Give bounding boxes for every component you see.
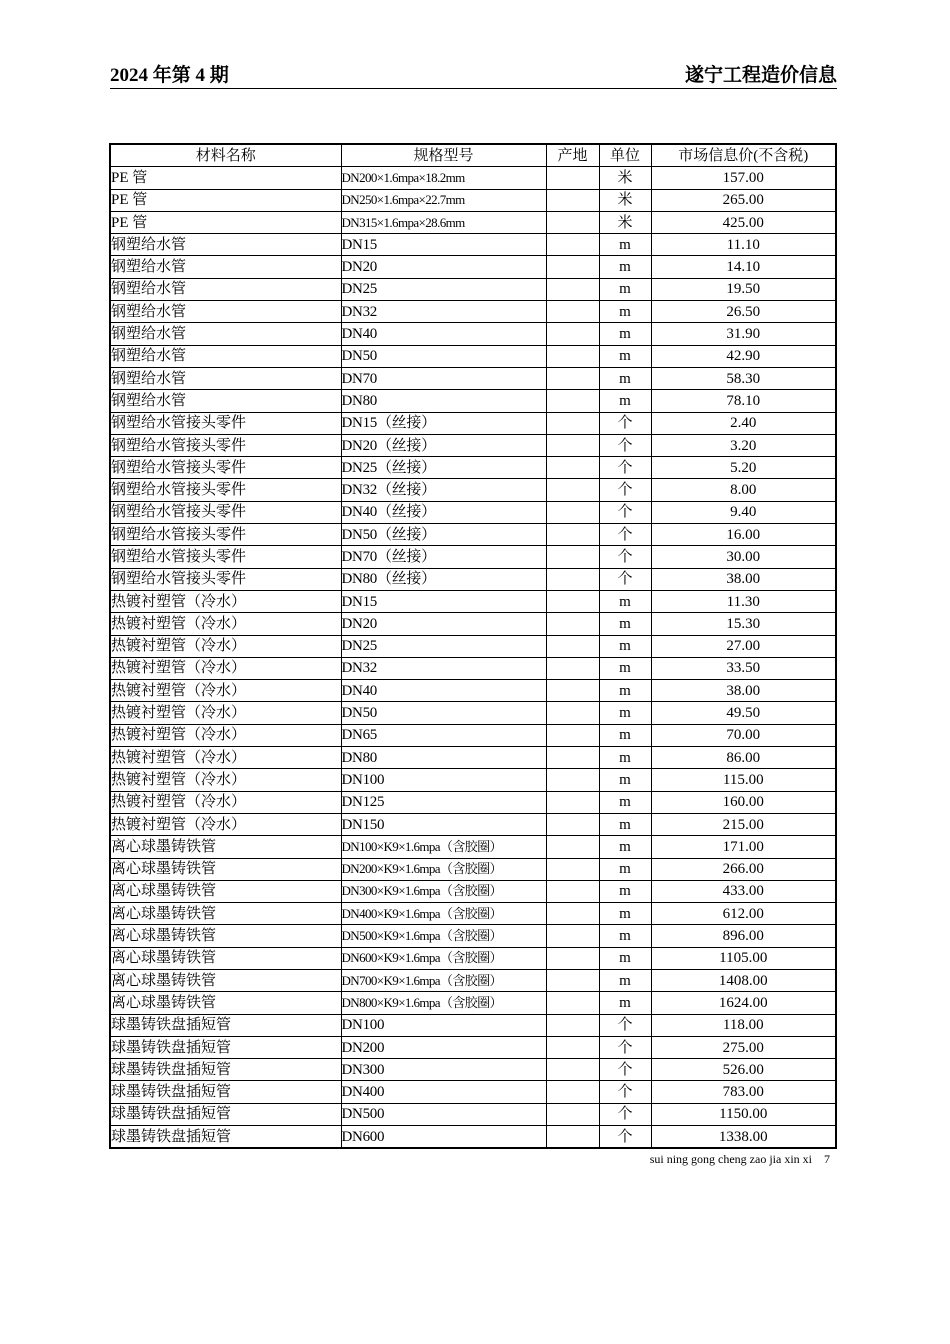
cell-name: 球墨铸铁盘插短管 — [110, 1014, 341, 1036]
table-row — [110, 457, 836, 479]
cell-unit: m — [599, 925, 651, 947]
cell-unit: 个 — [599, 457, 651, 479]
cell-unit: m — [599, 724, 651, 746]
cell-unit: m — [599, 301, 651, 323]
cell-name: 球墨铸铁盘插短管 — [110, 1126, 341, 1149]
cell-origin — [546, 189, 599, 211]
cell-name: 钢塑给水管接头零件 — [110, 501, 341, 523]
table-row — [110, 613, 836, 635]
table-row — [110, 813, 836, 835]
cell-spec: DN20 — [341, 613, 546, 635]
cell-price: 1105.00 — [651, 947, 836, 969]
cell-name: 钢塑给水管 — [110, 323, 341, 345]
cell-unit: 米 — [599, 189, 651, 211]
cell-spec: DN600×K9×1.6mpa（含胶圈） — [341, 947, 546, 969]
cell-spec: DN200×1.6mpa×18.2mm — [341, 167, 546, 189]
cell-price: 70.00 — [651, 724, 836, 746]
cell-origin — [546, 880, 599, 902]
cell-origin — [546, 278, 599, 300]
cell-unit: m — [599, 747, 651, 769]
cell-spec: DN65 — [341, 724, 546, 746]
cell-origin — [546, 590, 599, 612]
table-row — [110, 1126, 836, 1149]
cell-unit: m — [599, 858, 651, 880]
cell-origin — [546, 211, 599, 233]
cell-name: 离心球墨铸铁管 — [110, 969, 341, 991]
cell-price: 8.00 — [651, 479, 836, 501]
cell-origin — [546, 858, 599, 880]
cell-name: 钢塑给水管 — [110, 367, 341, 389]
cell-price: 31.90 — [651, 323, 836, 345]
cell-unit: 个 — [599, 434, 651, 456]
cell-spec: DN500×K9×1.6mpa（含胶圈） — [341, 925, 546, 947]
cell-name: 钢塑给水管 — [110, 390, 341, 412]
cell-price: 58.30 — [651, 367, 836, 389]
cell-name: 离心球墨铸铁管 — [110, 903, 341, 925]
table-row — [110, 434, 836, 456]
cell-spec: DN40 — [341, 323, 546, 345]
cell-name: PE 管 — [110, 211, 341, 233]
cell-price: 612.00 — [651, 903, 836, 925]
cell-price: 49.50 — [651, 702, 836, 724]
cell-price: 265.00 — [651, 189, 836, 211]
issue-label: 2024 年第 4 期 — [110, 65, 229, 86]
cell-name: 钢塑给水管接头零件 — [110, 568, 341, 590]
cell-spec: DN70（丝接） — [341, 546, 546, 568]
cell-spec: DN50（丝接） — [341, 524, 546, 546]
cell-unit: m — [599, 657, 651, 679]
cell-price: 1624.00 — [651, 992, 836, 1014]
cell-spec: DN600 — [341, 1126, 546, 1149]
cell-name: 热镀衬塑管（冷水） — [110, 657, 341, 679]
cell-spec: DN80 — [341, 747, 546, 769]
cell-unit: m — [599, 791, 651, 813]
cell-origin — [546, 903, 599, 925]
cell-name: 热镀衬塑管（冷水） — [110, 590, 341, 612]
cell-price: 19.50 — [651, 278, 836, 300]
cell-name: 热镀衬塑管（冷水） — [110, 791, 341, 813]
cell-spec: DN150 — [341, 813, 546, 835]
cell-spec: DN250×1.6mpa×22.7mm — [341, 189, 546, 211]
cell-spec: DN25 — [341, 278, 546, 300]
cell-unit: m — [599, 969, 651, 991]
cell-price: 14.10 — [651, 256, 836, 278]
cell-price: 2.40 — [651, 412, 836, 434]
cell-unit: m — [599, 947, 651, 969]
cell-price: 38.00 — [651, 680, 836, 702]
cell-price: 3.20 — [651, 434, 836, 456]
cell-name: 球墨铸铁盘插短管 — [110, 1036, 341, 1058]
cell-unit: 个 — [599, 524, 651, 546]
table-row — [110, 992, 836, 1014]
cell-spec: DN700×K9×1.6mpa（含胶圈） — [341, 969, 546, 991]
cell-price: 16.00 — [651, 524, 836, 546]
cell-origin — [546, 1126, 599, 1149]
cell-price: 42.90 — [651, 345, 836, 367]
column-header-price: 市场信息价(不含税) — [651, 144, 836, 167]
cell-origin — [546, 813, 599, 835]
cell-price: 26.50 — [651, 301, 836, 323]
cell-origin — [546, 1036, 599, 1058]
cell-price: 1150.00 — [651, 1103, 836, 1125]
cell-unit: 个 — [599, 479, 651, 501]
table-row — [110, 278, 836, 300]
cell-origin — [546, 1081, 599, 1103]
cell-spec: DN25 — [341, 635, 546, 657]
cell-spec: DN50 — [341, 702, 546, 724]
table-row — [110, 880, 836, 902]
cell-spec: DN300×K9×1.6mpa（含胶圈） — [341, 880, 546, 902]
cell-unit: 个 — [599, 1081, 651, 1103]
table-row — [110, 858, 836, 880]
cell-name: 球墨铸铁盘插短管 — [110, 1081, 341, 1103]
cell-origin — [546, 524, 599, 546]
cell-price: 78.10 — [651, 390, 836, 412]
cell-unit: m — [599, 813, 651, 835]
cell-origin — [546, 390, 599, 412]
cell-name: 热镀衬塑管（冷水） — [110, 680, 341, 702]
table-header-row — [110, 144, 836, 167]
cell-unit: m — [599, 278, 651, 300]
cell-spec: DN32 — [341, 657, 546, 679]
cell-origin — [546, 323, 599, 345]
table-row — [110, 657, 836, 679]
table-row — [110, 1081, 836, 1103]
cell-unit: m — [599, 323, 651, 345]
cell-spec: DN800×K9×1.6mpa（含胶圈） — [341, 992, 546, 1014]
cell-price: 115.00 — [651, 769, 836, 791]
cell-name: 热镀衬塑管（冷水） — [110, 769, 341, 791]
cell-price: 27.00 — [651, 635, 836, 657]
cell-price: 1408.00 — [651, 969, 836, 991]
cell-name: 热镀衬塑管（冷水） — [110, 813, 341, 835]
table-row — [110, 1014, 836, 1036]
table-row — [110, 189, 836, 211]
cell-unit: m — [599, 590, 651, 612]
cell-spec: DN70 — [341, 367, 546, 389]
cell-unit: 个 — [599, 568, 651, 590]
cell-origin — [546, 947, 599, 969]
table-row — [110, 969, 836, 991]
cell-origin — [546, 568, 599, 590]
table-row — [110, 903, 836, 925]
table-row — [110, 390, 836, 412]
cell-spec: DN125 — [341, 791, 546, 813]
table-row — [110, 501, 836, 523]
cell-price: 783.00 — [651, 1081, 836, 1103]
table-row — [110, 323, 836, 345]
cell-price: 38.00 — [651, 568, 836, 590]
column-header-spec: 规格型号 — [341, 144, 546, 167]
cell-spec: DN300 — [341, 1059, 546, 1081]
cell-spec: DN15（丝接） — [341, 412, 546, 434]
cell-origin — [546, 546, 599, 568]
cell-price: 11.30 — [651, 590, 836, 612]
cell-unit: m — [599, 680, 651, 702]
cell-price: 5.20 — [651, 457, 836, 479]
table-row — [110, 167, 836, 189]
cell-unit: m — [599, 234, 651, 256]
column-header-origin: 产地 — [546, 144, 599, 167]
cell-spec: DN100 — [341, 1014, 546, 1036]
cell-spec: DN100×K9×1.6mpa（含胶圈） — [341, 836, 546, 858]
table-row — [110, 724, 836, 746]
cell-spec: DN400 — [341, 1081, 546, 1103]
cell-price: 9.40 — [651, 501, 836, 523]
table-row — [110, 702, 836, 724]
cell-origin — [546, 635, 599, 657]
cell-origin — [546, 836, 599, 858]
column-header-unit: 单位 — [599, 144, 651, 167]
cell-name: 热镀衬塑管（冷水） — [110, 724, 341, 746]
table-row — [110, 234, 836, 256]
cell-unit: 个 — [599, 501, 651, 523]
cell-spec: DN32 — [341, 301, 546, 323]
table-row — [110, 479, 836, 501]
cell-price: 15.30 — [651, 613, 836, 635]
table-row — [110, 546, 836, 568]
cell-name: 钢塑给水管 — [110, 234, 341, 256]
cell-name: 热镀衬塑管（冷水） — [110, 702, 341, 724]
cell-unit: m — [599, 635, 651, 657]
cell-name: 钢塑给水管接头零件 — [110, 546, 341, 568]
cell-price: 33.50 — [651, 657, 836, 679]
cell-price: 433.00 — [651, 880, 836, 902]
cell-spec: DN500 — [341, 1103, 546, 1125]
cell-origin — [546, 234, 599, 256]
table-row — [110, 1059, 836, 1081]
table-row — [110, 635, 836, 657]
cell-unit: 个 — [599, 1103, 651, 1125]
cell-unit: 个 — [599, 1126, 651, 1149]
cell-price: 1338.00 — [651, 1126, 836, 1149]
cell-unit: 米 — [599, 167, 651, 189]
cell-origin — [546, 1103, 599, 1125]
cell-name: PE 管 — [110, 167, 341, 189]
cell-name: 离心球墨铸铁管 — [110, 925, 341, 947]
page-number: 7 — [824, 1152, 830, 1166]
table-row — [110, 524, 836, 546]
table-row — [110, 568, 836, 590]
cell-name: 热镀衬塑管（冷水） — [110, 613, 341, 635]
cell-name: 离心球墨铸铁管 — [110, 992, 341, 1014]
cell-price: 157.00 — [651, 167, 836, 189]
table-row — [110, 747, 836, 769]
cell-name: 球墨铸铁盘插短管 — [110, 1103, 341, 1125]
cell-unit: m — [599, 390, 651, 412]
cell-name: 离心球墨铸铁管 — [110, 858, 341, 880]
cell-unit: m — [599, 367, 651, 389]
cell-spec: DN80（丝接） — [341, 568, 546, 590]
cell-unit: 个 — [599, 412, 651, 434]
cell-spec: DN20 — [341, 256, 546, 278]
cell-price: 425.00 — [651, 211, 836, 233]
page-footer — [650, 1152, 830, 1167]
cell-name: 热镀衬塑管（冷水） — [110, 635, 341, 657]
cell-origin — [546, 367, 599, 389]
table-row — [110, 769, 836, 791]
cell-name: 离心球墨铸铁管 — [110, 836, 341, 858]
cell-spec: DN40（丝接） — [341, 501, 546, 523]
cell-spec: DN100 — [341, 769, 546, 791]
cell-unit: 个 — [599, 1059, 651, 1081]
cell-name: 钢塑给水管 — [110, 345, 341, 367]
cell-origin — [546, 992, 599, 1014]
cell-origin — [546, 301, 599, 323]
cell-origin — [546, 769, 599, 791]
table-body — [110, 167, 836, 1149]
cell-unit: m — [599, 880, 651, 902]
cell-spec: DN315×1.6mpa×28.6mm — [341, 211, 546, 233]
cell-name: 球墨铸铁盘插短管 — [110, 1059, 341, 1081]
cell-price: 86.00 — [651, 747, 836, 769]
cell-unit: m — [599, 345, 651, 367]
table-row — [110, 256, 836, 278]
cell-spec: DN25（丝接） — [341, 457, 546, 479]
table-row — [110, 211, 836, 233]
cell-name: 钢塑给水管接头零件 — [110, 524, 341, 546]
cell-origin — [546, 434, 599, 456]
cell-origin — [546, 256, 599, 278]
cell-origin — [546, 747, 599, 769]
cell-name: 钢塑给水管接头零件 — [110, 412, 341, 434]
cell-price: 30.00 — [651, 546, 836, 568]
cell-name: 钢塑给水管 — [110, 256, 341, 278]
table-row — [110, 345, 836, 367]
price-table — [109, 143, 837, 1149]
cell-spec: DN400×K9×1.6mpa（含胶圈） — [341, 903, 546, 925]
cell-price: 275.00 — [651, 1036, 836, 1058]
table-row — [110, 301, 836, 323]
cell-origin — [546, 412, 599, 434]
cell-spec: DN80 — [341, 390, 546, 412]
cell-name: 离心球墨铸铁管 — [110, 880, 341, 902]
cell-price: 896.00 — [651, 925, 836, 947]
cell-unit: m — [599, 256, 651, 278]
cell-price: 118.00 — [651, 1014, 836, 1036]
table-row — [110, 925, 836, 947]
cell-origin — [546, 457, 599, 479]
cell-origin — [546, 1014, 599, 1036]
cell-unit: m — [599, 702, 651, 724]
cell-spec: DN15 — [341, 234, 546, 256]
table-row — [110, 680, 836, 702]
cell-origin — [546, 613, 599, 635]
column-header-name: 材料名称 — [110, 144, 341, 167]
cell-price: 266.00 — [651, 858, 836, 880]
table-row — [110, 367, 836, 389]
cell-unit: m — [599, 769, 651, 791]
cell-name: 钢塑给水管 — [110, 278, 341, 300]
cell-name: 钢塑给水管接头零件 — [110, 434, 341, 456]
cell-unit: m — [599, 903, 651, 925]
table-row — [110, 947, 836, 969]
cell-origin — [546, 702, 599, 724]
cell-spec: DN15 — [341, 590, 546, 612]
cell-unit: m — [599, 613, 651, 635]
table-row — [110, 1036, 836, 1058]
cell-spec: DN200 — [341, 1036, 546, 1058]
cell-unit: 个 — [599, 1036, 651, 1058]
cell-spec: DN20（丝接） — [341, 434, 546, 456]
page-header — [110, 58, 837, 89]
cell-origin — [546, 724, 599, 746]
cell-name: 离心球墨铸铁管 — [110, 947, 341, 969]
cell-unit: m — [599, 836, 651, 858]
cell-spec: DN32（丝接） — [341, 479, 546, 501]
cell-name: 钢塑给水管接头零件 — [110, 479, 341, 501]
cell-origin — [546, 791, 599, 813]
cell-origin — [546, 969, 599, 991]
cell-unit: 个 — [599, 1014, 651, 1036]
table-row — [110, 836, 836, 858]
cell-origin — [546, 501, 599, 523]
cell-spec: DN50 — [341, 345, 546, 367]
cell-origin — [546, 680, 599, 702]
cell-price: 171.00 — [651, 836, 836, 858]
cell-origin — [546, 1059, 599, 1081]
cell-name: 钢塑给水管接头零件 — [110, 457, 341, 479]
table-row — [110, 1103, 836, 1125]
cell-origin — [546, 925, 599, 947]
cell-name: 钢塑给水管 — [110, 301, 341, 323]
cell-price: 160.00 — [651, 791, 836, 813]
cell-name: PE 管 — [110, 189, 341, 211]
cell-unit: m — [599, 992, 651, 1014]
cell-name: 热镀衬塑管（冷水） — [110, 747, 341, 769]
footer-text: sui ning gong cheng zao jia xin xi — [649, 1152, 812, 1166]
cell-spec: DN200×K9×1.6mpa（含胶圈） — [341, 858, 546, 880]
cell-spec: DN40 — [341, 680, 546, 702]
cell-origin — [546, 167, 599, 189]
table-row — [110, 412, 836, 434]
cell-price: 11.10 — [651, 234, 836, 256]
cell-price: 215.00 — [651, 813, 836, 835]
cell-origin — [546, 657, 599, 679]
cell-price: 526.00 — [651, 1059, 836, 1081]
cell-origin — [546, 345, 599, 367]
table-row — [110, 791, 836, 813]
cell-unit: 米 — [599, 211, 651, 233]
cell-origin — [546, 479, 599, 501]
cell-unit: 个 — [599, 546, 651, 568]
table-row — [110, 590, 836, 612]
publication-title: 遂宁工程造价信息 — [684, 65, 837, 86]
